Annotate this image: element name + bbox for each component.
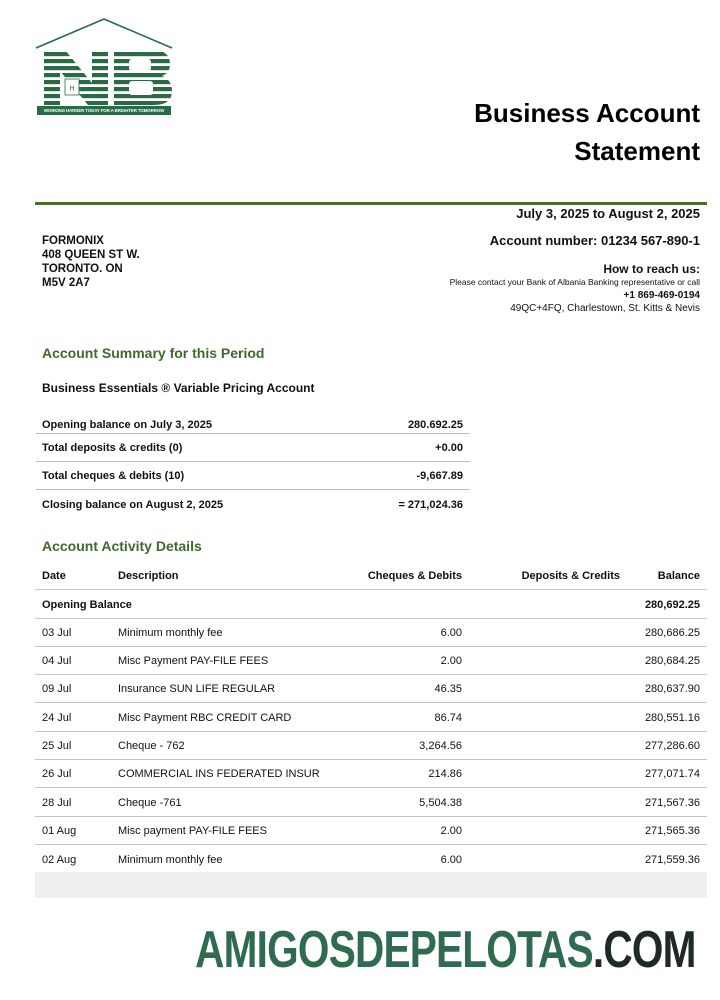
statement-period: July 3, 2025 to August 2, 2025	[516, 206, 700, 221]
customer-street: 408 QUEEN ST W.	[42, 249, 140, 261]
row-debit: 46.35	[434, 683, 462, 696]
row-date: 01 Aug	[42, 824, 77, 837]
summary-label: Total deposits & credits (0)	[42, 442, 183, 454]
table-row	[35, 675, 707, 703]
row-balance: 271,565.36	[644, 824, 700, 837]
row-balance: 271,567.36	[644, 796, 700, 809]
table-header-row	[35, 562, 707, 590]
row-balance: 277,071.74	[644, 768, 700, 781]
title-line-2: Statement	[574, 136, 700, 166]
nb-house-logo-icon	[34, 17, 174, 107]
row-balance: 280,637.90	[644, 683, 700, 696]
statement-title	[474, 94, 700, 170]
table-footer-band	[35, 872, 707, 898]
summary-value: +0.00	[435, 442, 463, 454]
row-balance: 280,686.25	[644, 626, 700, 639]
row-debit: 86.74	[434, 711, 462, 724]
row-date: 04 Jul	[42, 655, 72, 668]
row-debit: 2.00	[440, 655, 462, 668]
bank-logo	[34, 17, 174, 117]
row-date: 09 Jul	[42, 683, 72, 696]
row-description: Misc Payment RBC CREDIT CARD	[118, 711, 292, 724]
row-balance: 280,684.25	[644, 655, 700, 668]
title-line-1: Business Account	[474, 98, 700, 128]
row-date: 26 Jul	[42, 768, 72, 781]
contact-note: Please contact your Bank of Albania Banking representative or call	[449, 277, 700, 287]
bank-address: 49QC+4FQ, Charlestown, St. Kitts & Nevis	[510, 303, 700, 314]
opening-balance-label: Opening Balance	[42, 598, 132, 611]
row-balance: 277,286.60	[644, 740, 700, 753]
row-description: Misc Payment PAY-FILE FEES	[118, 655, 269, 668]
watermark-main: AMIGOSDEPELOTAS	[195, 921, 594, 979]
summary-row	[36, 434, 470, 462]
summary-table	[36, 418, 470, 518]
row-description: Minimum monthly fee	[118, 626, 223, 639]
summary-row	[36, 462, 470, 490]
opening-balance-row	[35, 590, 707, 618]
table-row	[35, 703, 707, 731]
row-debit: 6.00	[440, 626, 462, 639]
row-balance: 271,559.36	[644, 854, 700, 867]
row-date: 02 Aug	[42, 854, 77, 867]
table-row	[35, 760, 707, 788]
contact-phone: +1 869-469-0194	[623, 290, 700, 301]
row-description: Minimum monthly fee	[118, 854, 223, 867]
col-date-header: Date	[42, 570, 66, 583]
activity-table	[35, 562, 707, 873]
summary-row	[36, 490, 470, 518]
summary-heading: Account Summary for this Period	[42, 345, 265, 361]
table-row	[35, 845, 707, 873]
opening-balance-value: 280,692.25	[644, 598, 700, 611]
svg-text:H: H	[69, 85, 75, 93]
row-debit: 3,264.56	[419, 740, 462, 753]
row-debit: 6.00	[440, 854, 462, 867]
summary-label: Closing balance on August 2, 2025	[42, 499, 224, 511]
customer-postal: M5V 2A7	[42, 277, 90, 289]
reach-us-label: How to reach us:	[603, 262, 700, 276]
customer-address-block	[42, 234, 140, 290]
summary-value: 280.692.25	[407, 419, 463, 431]
row-date: 03 Jul	[42, 626, 72, 639]
col-description-header: Description	[118, 570, 179, 583]
summary-value: = 271,024.36	[398, 499, 463, 511]
row-date: 28 Jul	[42, 796, 72, 809]
row-date: 24 Jul	[42, 711, 72, 724]
row-description: Cheque -761	[118, 796, 182, 809]
summary-label: Total cheques & debits (10)	[42, 470, 185, 482]
col-balance-header: Balance	[657, 570, 700, 583]
row-description: Cheque - 762	[118, 740, 185, 753]
table-row	[35, 817, 707, 845]
header-divider	[35, 202, 707, 205]
account-product-name: Business Essentials ® Variable Pricing Account	[42, 381, 315, 395]
row-debit: 214.86	[428, 768, 462, 781]
row-description: Insurance SUN LIFE REGULAR	[118, 683, 276, 696]
row-balance: 280,551.16	[644, 711, 700, 724]
account-number: Account number: 01234 567-890-1	[489, 233, 700, 248]
table-row	[35, 788, 707, 816]
row-date: 25 Jul	[42, 740, 72, 753]
customer-city: TORONTO. ON	[42, 263, 123, 275]
customer-name: FORMONIX	[42, 235, 104, 247]
table-row	[35, 647, 707, 675]
row-description: COMMERCIAL INS FEDERATED INSUR	[118, 768, 320, 781]
logo-tagline: WORKING HARDER TODAY FOR A BRIGHTER TOMORROW	[37, 106, 171, 115]
watermark	[196, 918, 696, 982]
table-row	[35, 619, 707, 647]
col-cheques-header: Cheques & Debits	[367, 570, 462, 583]
summary-value: -9,667.89	[416, 470, 463, 482]
row-debit: 2.00	[440, 824, 462, 837]
col-deposits-header: Deposits & Credits	[521, 570, 620, 583]
row-debit: 5,504.38	[419, 796, 462, 809]
row-description: Misc payment PAY-FILE FEES	[118, 824, 267, 837]
summary-label: Opening balance on July 3, 2025	[42, 419, 212, 431]
table-row	[35, 732, 707, 760]
activity-heading: Account Activity Details	[42, 538, 202, 554]
watermark-domain: .COM	[593, 921, 696, 979]
summary-row	[36, 418, 470, 434]
